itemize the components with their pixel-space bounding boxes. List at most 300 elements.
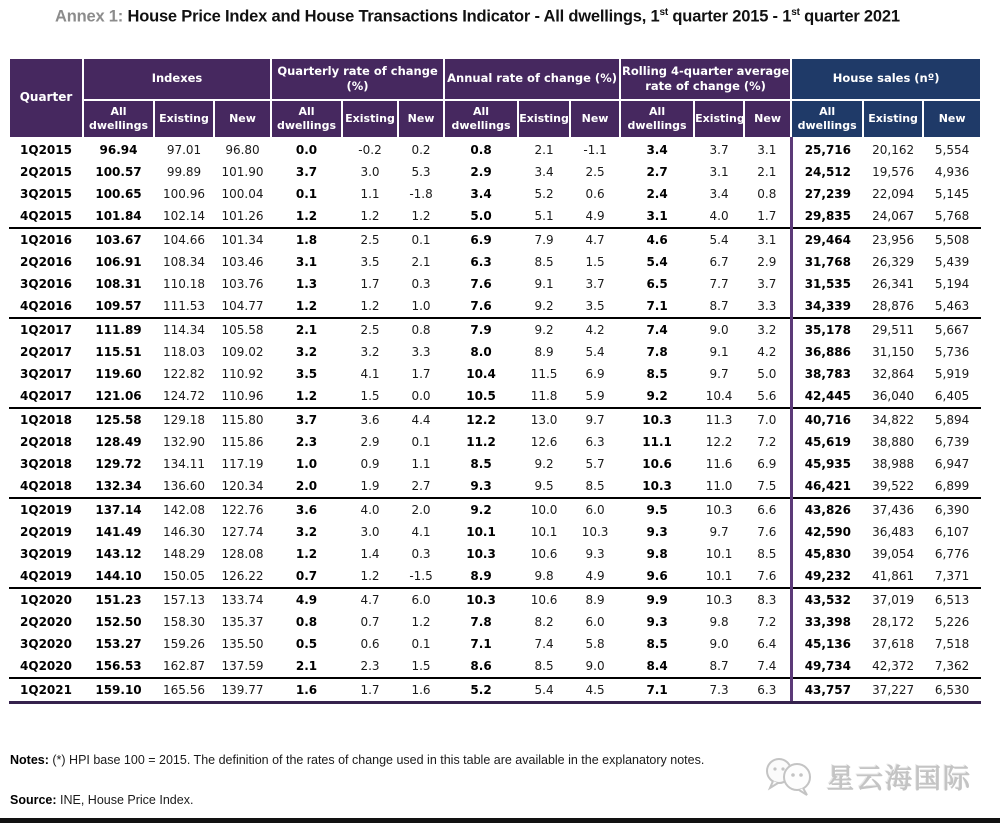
title-part1: House Price Index and House Transactions Indicator - All dwellings, 1 — [123, 7, 660, 26]
value-cell: 6.5 — [646, 276, 668, 291]
value-cell: 3.2 — [360, 344, 380, 359]
value-cell: 39,522 — [863, 475, 923, 498]
value-cell: 7.4 — [744, 655, 791, 678]
value-cell: 11.6 — [705, 456, 733, 471]
value-cell: 159.10 — [83, 678, 154, 703]
value-cell: 6.3 — [744, 678, 791, 703]
value-cell: 3.2 — [295, 524, 318, 539]
value-cell: 3.7 — [295, 164, 318, 179]
value-cell: 10.3 — [581, 524, 609, 539]
value-cell: 0.5 — [295, 636, 318, 651]
value-cell: 10.1 — [705, 546, 733, 561]
quarter-cell: 4Q2019 — [9, 565, 83, 588]
table-row — [9, 385, 981, 408]
value-cell: 8.9 — [585, 592, 605, 607]
value-cell: 2.5 — [585, 164, 605, 179]
value-cell: 3.5 — [570, 295, 620, 318]
value-cell: 7.4 — [534, 636, 554, 651]
value-cell: 115.80 — [221, 412, 264, 427]
value-cell: 129.18 — [163, 412, 205, 427]
value-cell: 110.96 — [214, 385, 271, 408]
chat-bubbles-logo-icon — [763, 755, 819, 797]
value-cell: 6,947 — [934, 456, 970, 471]
value-cell: 8.4 — [620, 655, 694, 678]
value-cell: 9.2 — [534, 322, 554, 337]
table-row — [9, 318, 981, 341]
value-cell: 4.2 — [757, 344, 777, 359]
value-cell: 141.49 — [95, 524, 142, 539]
value-cell: 1.2 — [295, 546, 318, 561]
value-cell: 9.6 — [620, 565, 694, 588]
value-cell: 101.26 — [214, 205, 271, 228]
value-cell: 7,362 — [923, 655, 981, 678]
value-cell: 9.2 — [534, 456, 554, 471]
value-cell: 133.74 — [221, 592, 264, 607]
value-cell: 10.0 — [530, 502, 558, 517]
value-cell: 2.3 — [295, 434, 318, 449]
value-cell: 5.4 — [518, 678, 570, 703]
col-header-rolling-existing: Existing — [694, 100, 744, 138]
value-cell: 12.6 — [530, 434, 558, 449]
quarter-cell: 1Q2020 — [20, 592, 72, 607]
value-cell: 114.34 — [163, 322, 205, 337]
value-cell: 6.3 — [470, 254, 492, 269]
value-cell: 43,757 — [791, 678, 863, 703]
value-cell: 151.23 — [95, 592, 142, 607]
value-cell: 3.2 — [757, 322, 777, 337]
table-row — [9, 543, 981, 565]
value-cell: 115.51 — [95, 344, 142, 359]
value-cell: 25,716 — [791, 138, 863, 161]
quarter-cell: 1Q2016 — [20, 232, 72, 247]
value-cell: 37,436 — [872, 502, 915, 517]
value-cell: 4.7 — [585, 232, 605, 247]
value-cell: 3.0 — [360, 164, 380, 179]
table-row — [9, 251, 981, 273]
value-cell: 126.22 — [214, 565, 271, 588]
value-cell: 9.7 — [585, 412, 605, 427]
value-cell: 108.31 — [95, 276, 142, 291]
value-cell: 5.1 — [518, 205, 570, 228]
group-header-rolling-rate: Rolling 4-quarter average rate of change (%) — [620, 58, 791, 100]
value-cell: 2.5 — [360, 232, 380, 247]
value-cell: 7.1 — [470, 636, 492, 651]
value-cell: 96.94 — [99, 142, 138, 157]
value-cell: 24,512 — [791, 161, 863, 183]
value-cell: 101.84 — [83, 205, 154, 228]
value-cell: 9.2 — [470, 502, 492, 517]
value-cell: 124.72 — [154, 385, 214, 408]
value-cell: -0.2 — [358, 142, 382, 157]
value-cell: 6.0 — [411, 592, 431, 607]
value-cell: 7,518 — [934, 636, 970, 651]
value-cell: 5.0 — [444, 205, 518, 228]
value-cell: 2.9 — [360, 434, 380, 449]
value-cell: 5.4 — [646, 254, 668, 269]
value-cell: 119.60 — [95, 366, 142, 381]
value-cell: 46,421 — [791, 475, 863, 498]
value-cell: 8.2 — [534, 614, 554, 629]
value-cell: 31,150 — [872, 344, 915, 359]
table-row — [9, 565, 981, 588]
watermark — [763, 755, 972, 797]
table-row — [9, 678, 981, 703]
value-cell: 5.9 — [570, 385, 620, 408]
value-cell: 4.9 — [570, 565, 620, 588]
value-cell: 10.6 — [530, 546, 558, 561]
value-cell: 9.0 — [709, 322, 729, 337]
value-cell: 158.30 — [163, 614, 205, 629]
value-cell: 2.1 — [534, 142, 554, 157]
quarter-cell: 1Q2021 — [9, 678, 83, 703]
value-cell: 1.2 — [342, 295, 398, 318]
value-cell: 6.9 — [470, 232, 492, 247]
table-row — [9, 341, 981, 363]
value-cell: 1.2 — [342, 205, 398, 228]
value-cell: 1.5 — [585, 254, 605, 269]
value-cell: 8.9 — [534, 344, 554, 359]
value-cell: 5,667 — [934, 322, 970, 337]
value-cell: 104.66 — [163, 232, 205, 247]
value-cell: 10.3 — [466, 592, 496, 607]
value-cell: 5.3 — [411, 164, 431, 179]
value-cell: 2.5 — [360, 322, 380, 337]
value-cell: 0.6 — [360, 636, 380, 651]
value-cell: 3.7 — [585, 276, 605, 291]
value-cell: 2.7 — [398, 475, 444, 498]
value-cell: 0.8 — [470, 142, 492, 157]
value-cell: 118.03 — [163, 344, 205, 359]
value-cell: 3.4 — [646, 142, 668, 157]
col-header-indexes-existing: Existing — [154, 100, 214, 138]
value-cell: 26,341 — [872, 276, 915, 291]
value-cell: 32,864 — [872, 366, 915, 381]
value-cell: 3.7 — [709, 142, 729, 157]
value-cell: 5,508 — [934, 232, 970, 247]
value-cell: 6.9 — [585, 366, 605, 381]
value-cell: 120.34 — [214, 475, 271, 498]
value-cell: 5,768 — [923, 205, 981, 228]
value-cell: 6,107 — [934, 524, 970, 539]
value-cell: 2.1 — [411, 254, 431, 269]
value-cell: 139.77 — [214, 678, 271, 703]
value-cell: 33,398 — [791, 611, 863, 633]
col-header-sales-existing: Existing — [863, 100, 923, 138]
quarter-cell: 3Q2017 — [20, 366, 72, 381]
value-cell: 159.26 — [163, 636, 205, 651]
value-cell: 0.1 — [411, 434, 431, 449]
value-cell: 6.3 — [585, 434, 605, 449]
value-cell: 38,880 — [872, 434, 915, 449]
value-cell: 9.8 — [646, 546, 668, 561]
value-cell: 101.34 — [221, 232, 264, 247]
value-cell: 144.10 — [83, 565, 154, 588]
value-cell: 0.8 — [411, 322, 431, 337]
value-cell: 4.4 — [411, 412, 431, 427]
value-cell: 1.2 — [271, 385, 342, 408]
value-cell: 8.5 — [534, 254, 554, 269]
value-cell: 0.9 — [360, 456, 380, 471]
value-cell: 0.0 — [398, 385, 444, 408]
value-cell: 7.1 — [620, 678, 694, 703]
value-cell: 20,162 — [872, 142, 915, 157]
value-cell: 40,716 — [791, 408, 863, 431]
value-cell: 2.0 — [411, 502, 431, 517]
value-cell: 19,576 — [872, 164, 915, 179]
value-cell: 10.3 — [642, 412, 672, 427]
value-cell: 109.57 — [83, 295, 154, 318]
value-cell: 9.7 — [709, 366, 729, 381]
value-cell: 99.89 — [166, 164, 202, 179]
value-cell: 3.4 — [709, 186, 729, 201]
value-cell: 45,830 — [791, 543, 863, 565]
value-cell: 1.5 — [342, 385, 398, 408]
value-cell: 109.02 — [221, 344, 264, 359]
value-cell: 103.67 — [95, 232, 142, 247]
value-cell: 5,463 — [923, 295, 981, 318]
value-cell: 11.2 — [466, 434, 496, 449]
value-cell: 42,445 — [791, 385, 863, 408]
value-cell: 105.58 — [221, 322, 264, 337]
value-cell: 1.6 — [398, 678, 444, 703]
value-cell: 23,956 — [872, 232, 915, 247]
value-cell: 12.2 — [466, 412, 496, 427]
value-cell: 10.4 — [466, 366, 496, 381]
value-cell: 3.1 — [620, 205, 694, 228]
value-cell: 1.0 — [295, 456, 318, 471]
value-cell: 26,329 — [872, 254, 915, 269]
value-cell: 5,919 — [934, 366, 970, 381]
value-cell: 2.1 — [757, 164, 777, 179]
value-cell: 11.5 — [530, 366, 558, 381]
value-cell: 135.37 — [221, 614, 264, 629]
value-cell: 5,145 — [934, 186, 970, 201]
value-cell: 0.0 — [295, 142, 318, 157]
value-cell: 28,172 — [872, 614, 915, 629]
value-cell: 5,554 — [934, 142, 970, 157]
value-cell: 122.76 — [221, 502, 264, 517]
value-cell: 152.50 — [95, 614, 142, 629]
quarter-cell: 1Q2019 — [20, 502, 72, 517]
value-cell: 37,618 — [872, 636, 915, 651]
title-sup2: st — [791, 7, 800, 18]
value-cell: 43,826 — [791, 498, 863, 521]
value-cell: 100.57 — [95, 164, 142, 179]
value-cell: 4.1 — [360, 366, 380, 381]
value-cell: 5,894 — [934, 412, 970, 427]
value-cell: 9.8 — [709, 614, 729, 629]
value-cell: 10.3 — [466, 546, 496, 561]
value-cell: 6,899 — [923, 475, 981, 498]
value-cell: 5.0 — [757, 366, 777, 381]
value-cell: 7.6 — [757, 524, 777, 539]
col-header-quarterly-all: All dwellings — [271, 100, 342, 138]
quarter-cell: 4Q2016 — [9, 295, 83, 318]
value-cell: 165.56 — [154, 678, 214, 703]
value-cell: 150.05 — [154, 565, 214, 588]
value-cell: 7.7 — [709, 276, 729, 291]
value-cell: 36,483 — [872, 524, 915, 539]
value-cell: 104.77 — [214, 295, 271, 318]
value-cell: 3.1 — [757, 232, 777, 247]
value-cell: 7.8 — [646, 344, 668, 359]
value-cell: 8.7 — [694, 295, 744, 318]
value-cell: 2.0 — [271, 475, 342, 498]
value-cell: 6.0 — [585, 502, 605, 517]
group-header-quarterly-rate: Quarterly rate of change (%) — [271, 58, 444, 100]
value-cell: 6,405 — [923, 385, 981, 408]
value-cell: 4.0 — [360, 502, 380, 517]
value-cell: 1.0 — [398, 295, 444, 318]
value-cell: 7.0 — [757, 412, 777, 427]
value-cell: 7.3 — [694, 678, 744, 703]
value-cell: 3.2 — [295, 344, 318, 359]
value-cell: 2.1 — [295, 322, 318, 337]
value-cell: 3.4 — [534, 164, 554, 179]
value-cell: 157.13 — [163, 592, 205, 607]
value-cell: 22,094 — [872, 186, 915, 201]
value-cell: 2.1 — [271, 655, 342, 678]
quarter-cell: 4Q2020 — [9, 655, 83, 678]
quarter-cell: 4Q2018 — [9, 475, 83, 498]
value-cell: 4.1 — [411, 524, 431, 539]
value-cell: 162.87 — [154, 655, 214, 678]
value-cell: 11.1 — [642, 434, 672, 449]
source-label: Source: — [10, 792, 57, 807]
value-cell: 7.6 — [744, 565, 791, 588]
value-cell: 45,619 — [791, 431, 863, 453]
value-cell: 102.14 — [154, 205, 214, 228]
value-cell: 38,988 — [872, 456, 915, 471]
value-cell: 0.1 — [411, 636, 431, 651]
value-cell: 3.6 — [295, 502, 318, 517]
table-row — [9, 498, 981, 521]
value-cell: 134.11 — [163, 456, 205, 471]
col-header-sales-all: All dwellings — [791, 100, 863, 138]
value-cell: 1.1 — [411, 456, 431, 471]
value-cell: 97.01 — [166, 142, 202, 157]
table-row — [9, 408, 981, 431]
value-cell: 6,390 — [934, 502, 970, 517]
table-body — [9, 138, 981, 703]
notes-text: (*) HPI base 100 = 2015. The definition of the rates of change used in this table are available in the explanatory notes. — [48, 752, 705, 767]
value-cell: 3.5 — [360, 254, 380, 269]
value-cell: 7,371 — [923, 565, 981, 588]
value-cell: 10.4 — [694, 385, 744, 408]
value-cell: 8.7 — [694, 655, 744, 678]
value-cell: 4.2 — [585, 322, 605, 337]
value-cell: 5.6 — [744, 385, 791, 408]
table-row — [9, 521, 981, 543]
watermark-text: 星云海国际 — [827, 763, 972, 795]
value-cell: 0.1 — [295, 186, 318, 201]
value-cell: 35,178 — [791, 318, 863, 341]
value-cell: 13.0 — [530, 412, 558, 427]
value-cell: 1.8 — [295, 232, 318, 247]
value-cell: 3.7 — [295, 412, 318, 427]
value-cell: 3.0 — [360, 524, 380, 539]
col-header-quarterly-new: New — [398, 100, 444, 138]
value-cell: 10.3 — [705, 592, 733, 607]
sub-header-row — [9, 100, 981, 138]
value-cell: 1.2 — [271, 205, 342, 228]
quarter-cell: 1Q2018 — [20, 412, 72, 427]
hpi-table — [8, 57, 982, 704]
value-cell: 9.2 — [620, 385, 694, 408]
value-cell: 34,822 — [872, 412, 915, 427]
table-row — [9, 295, 981, 318]
value-cell: 137.59 — [214, 655, 271, 678]
value-cell: 1.3 — [295, 276, 318, 291]
value-cell: 9.5 — [646, 502, 668, 517]
group-header-indexes: Indexes — [83, 58, 271, 100]
value-cell: 96.80 — [225, 142, 260, 157]
value-cell: 0.8 — [757, 186, 777, 201]
value-cell: 3.1 — [295, 254, 318, 269]
value-cell: 7.9 — [534, 232, 554, 247]
value-cell: 1.2 — [398, 205, 444, 228]
value-cell: 0.7 — [360, 614, 380, 629]
value-cell: 9.9 — [646, 592, 668, 607]
value-cell: 10.6 — [530, 592, 558, 607]
value-cell: 1.7 — [411, 366, 431, 381]
value-cell: 2.9 — [470, 164, 492, 179]
value-cell: 7.1 — [620, 295, 694, 318]
quarter-cell: 1Q2015 — [20, 142, 72, 157]
value-cell: 9.5 — [518, 475, 570, 498]
value-cell: 31,535 — [791, 273, 863, 295]
value-cell: 41,861 — [863, 565, 923, 588]
value-cell: 0.6 — [585, 186, 605, 201]
table-row — [9, 273, 981, 295]
value-cell: 45,935 — [791, 453, 863, 475]
quarter-cell: 3Q2018 — [20, 456, 72, 471]
value-cell: 1.1 — [360, 186, 380, 201]
quarter-cell: 2Q2019 — [20, 524, 72, 539]
value-cell: 10.1 — [694, 565, 744, 588]
title-part2: quarter 2015 - 1 — [668, 7, 792, 26]
value-cell: 8.5 — [470, 456, 492, 471]
value-cell: 1.5 — [398, 655, 444, 678]
quarter-cell: 2Q2017 — [20, 344, 72, 359]
table-header — [9, 58, 981, 138]
value-cell: 143.12 — [95, 546, 142, 561]
value-cell: 115.86 — [221, 434, 264, 449]
value-cell: 1.4 — [360, 546, 380, 561]
value-cell: 1.7 — [360, 276, 380, 291]
value-cell: 4.5 — [570, 678, 620, 703]
value-cell: 3.4 — [470, 186, 492, 201]
value-cell: 6.4 — [757, 636, 777, 651]
value-cell: 7.5 — [744, 475, 791, 498]
value-cell: 45,136 — [791, 633, 863, 655]
value-cell: 1.2 — [411, 614, 431, 629]
value-cell: 38,783 — [791, 363, 863, 385]
value-cell: 8.5 — [646, 366, 668, 381]
value-cell: 5.4 — [585, 344, 605, 359]
value-cell: 29,464 — [791, 228, 863, 251]
value-cell: 6.6 — [757, 502, 777, 517]
value-cell: 125.58 — [95, 412, 142, 427]
value-cell: 4.7 — [360, 592, 380, 607]
value-cell: 9.1 — [709, 344, 729, 359]
page-title — [55, 7, 1000, 27]
value-cell: 6.9 — [757, 456, 777, 471]
value-cell: 7.6 — [444, 295, 518, 318]
value-cell: 111.53 — [154, 295, 214, 318]
value-cell: 5,439 — [934, 254, 970, 269]
col-header-annual-existing: Existing — [518, 100, 570, 138]
